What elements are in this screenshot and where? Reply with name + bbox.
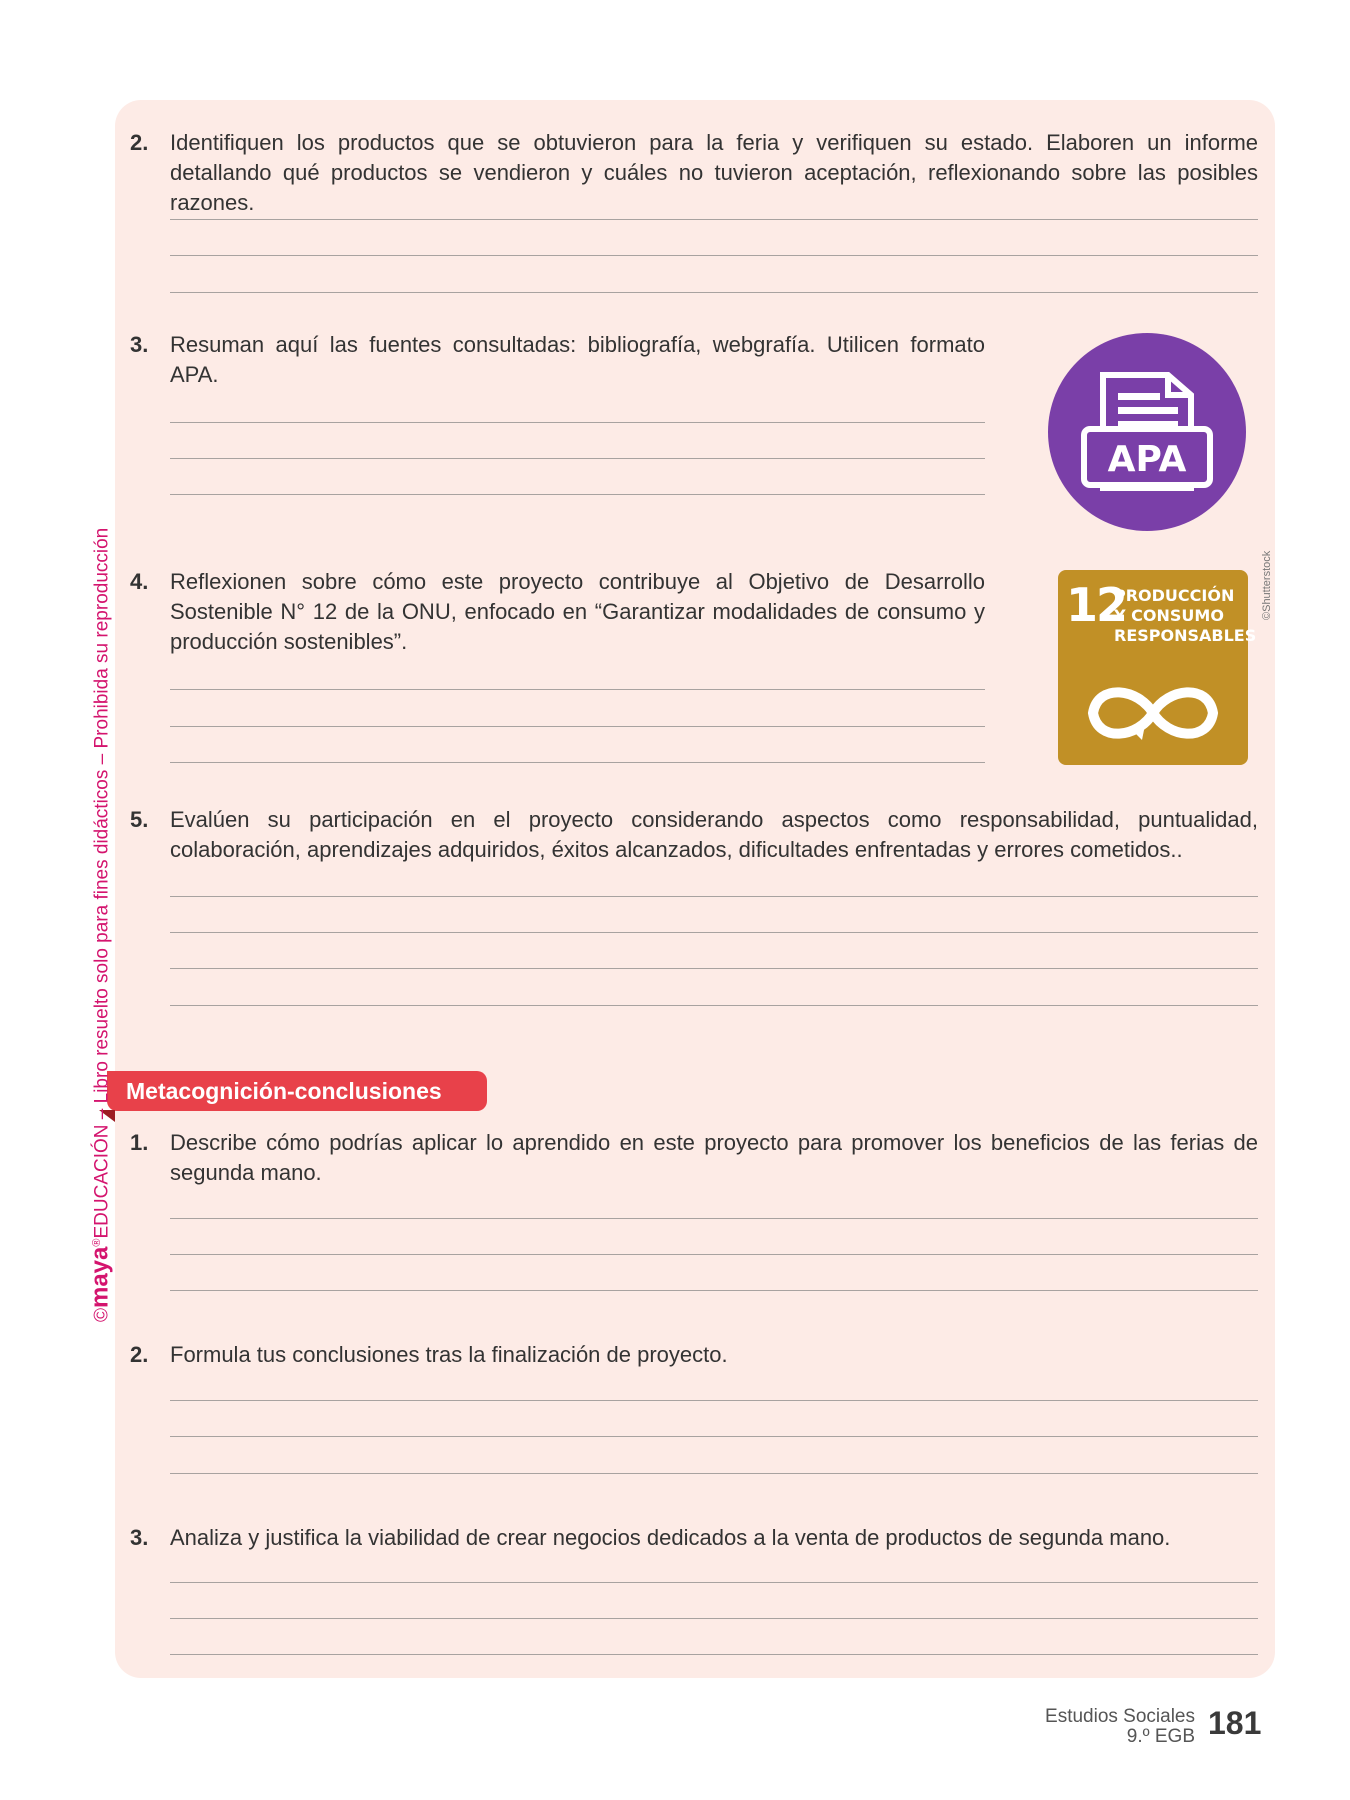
- question-3: [130, 330, 985, 390]
- question-number: 4.: [130, 569, 149, 594]
- section-question-3: [130, 1523, 1258, 1553]
- answer-line[interactable]: [170, 292, 1258, 293]
- section-question-1: [130, 1128, 1258, 1188]
- sdg-12-logo: [1058, 570, 1257, 765]
- question-text: Analiza y justifica la viabilidad de crear negocios dedicados a la venta de productos de segunda mano.: [170, 1525, 1171, 1550]
- question-number: 5.: [130, 807, 149, 832]
- sdg-number: 12: [1066, 578, 1127, 632]
- answer-line[interactable]: [170, 932, 1258, 933]
- answer-line[interactable]: [170, 1473, 1258, 1474]
- answer-line[interactable]: [170, 1290, 1258, 1291]
- question-text: Describe cómo podrías aplicar lo aprendido en este proyecto para promover los beneficios de las ferias de segunda mano.: [170, 1130, 1258, 1185]
- apa-label: APA: [1107, 439, 1187, 480]
- answer-line[interactable]: [170, 689, 985, 690]
- answer-line[interactable]: [170, 422, 985, 423]
- section-title: Metacognición-conclusiones: [107, 1071, 487, 1111]
- answer-line[interactable]: [170, 968, 1258, 969]
- image-credit: ©Shutterstock: [1261, 550, 1273, 620]
- answer-line[interactable]: [170, 762, 985, 763]
- answer-line[interactable]: [170, 1400, 1258, 1401]
- question-text: Evalúen su participación en el proyecto considerando aspectos como responsabilidad, puntualidad, colaboración, aprendizajes adquiridos, éxitos alcanzados, dificultades enfrentadas y errores cometidos..: [170, 807, 1258, 862]
- answer-line[interactable]: [170, 458, 985, 459]
- publisher-logo: maya: [86, 1246, 114, 1308]
- question-text: Reflexionen sobre cómo este proyecto contribuye al Objetivo de Desarrollo Sostenible N° 12 de la ONU, enfocado en “Garantizar modalidades de consumo y producción sostenibles”.: [170, 569, 985, 654]
- question-number: 2.: [130, 130, 149, 155]
- answer-line[interactable]: [170, 255, 1258, 256]
- question-text: Formula tus conclusiones tras la finalización de proyecto.: [170, 1342, 728, 1367]
- question-text: Resuman aquí las fuentes consultadas: bibliografía, webgrafía. Utilicen formato APA.: [170, 332, 985, 387]
- answer-line[interactable]: [170, 1436, 1258, 1437]
- answer-line[interactable]: [170, 494, 985, 495]
- question-number: 3.: [130, 1525, 149, 1550]
- question-text: Identifiquen los productos que se obtuvieron para la feria y verifiquen su estado. Elaboren un informe detallando qué productos se vendieron y cuáles no tuvieron aceptación, reflexionando sobre las posibles razones.: [170, 130, 1258, 215]
- page-number: 181: [1208, 1705, 1262, 1741]
- answer-line[interactable]: [170, 219, 1258, 220]
- answer-line[interactable]: [170, 1005, 1258, 1006]
- document-icon: [1048, 333, 1246, 531]
- answer-line[interactable]: [170, 1218, 1258, 1219]
- answer-line[interactable]: [170, 896, 1258, 897]
- apa-logo: [1048, 333, 1246, 531]
- answer-line[interactable]: [170, 1254, 1258, 1255]
- answer-line[interactable]: [170, 1582, 1258, 1583]
- question-number: 1.: [130, 1130, 149, 1155]
- question-5: [130, 805, 1258, 865]
- question-number: 3.: [130, 332, 149, 357]
- infinity-icon: [1058, 668, 1248, 758]
- side-copyright-notice: ©maya®EDUCACIÓN – Libro resuelto solo para fines didácticos – Prohibida su reproducción: [86, 527, 114, 1322]
- sdg-title: PRODUCCIÓN Y CONSUMO RESPONSABLES: [1114, 586, 1257, 645]
- section-question-2: [130, 1340, 1258, 1370]
- answer-line[interactable]: [170, 726, 985, 727]
- question-number: 2.: [130, 1342, 149, 1367]
- question-2: [130, 128, 1258, 218]
- answer-line[interactable]: [170, 1654, 1258, 1655]
- footer-subject: Estudios Sociales 9.º EGB: [1045, 1706, 1195, 1747]
- answer-line[interactable]: [170, 1618, 1258, 1619]
- question-4: [130, 567, 985, 657]
